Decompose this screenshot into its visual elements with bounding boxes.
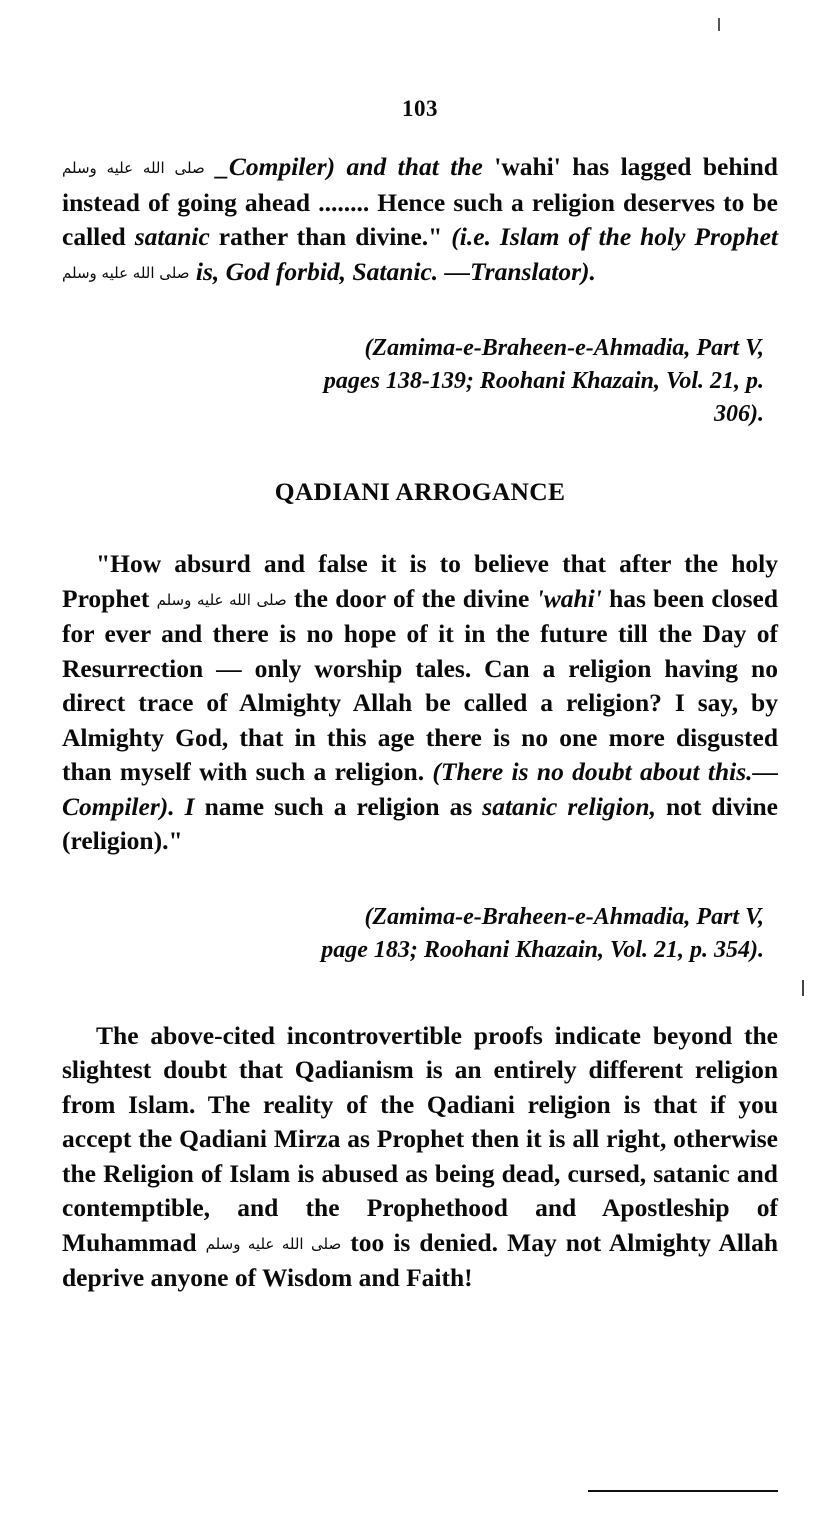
- quote-phrase-satanic-religion: satanic religion,: [482, 791, 656, 821]
- arabic-honorific-2: صلى الله عليه وسلم: [62, 263, 190, 282]
- arabic-honorific-3: صلى الله عليه وسلم: [156, 590, 287, 609]
- quote-text-4: name such a religion as: [194, 791, 483, 821]
- opening-translator-note-b: is, God forbid, Satanic. —Translator).: [189, 256, 596, 286]
- opening-word-satanic: satanic: [134, 222, 210, 251]
- citation-2-line-1: (Zamima-e-Braheen-e-Ahmadia, Part V,: [364, 903, 764, 930]
- opening-text-3: rather than divine.": [209, 222, 452, 251]
- quote-text-1: "How absurd and false it is to believe that after the holy Prophet: [62, 549, 778, 613]
- quote-word-wahi: 'wahi': [536, 583, 602, 613]
- footer-rule: [588, 1490, 778, 1492]
- page-edge-mark-right: [802, 980, 804, 996]
- opening-translator-note-a: (i.e. Islam of the holy Prophet: [451, 222, 778, 251]
- citation-2-line-2: page 183; Roohani Khazain, Vol. 21, p. 354).: [321, 936, 764, 963]
- opening-compiler-note: _Compiler) and that the: [216, 152, 495, 181]
- quote-text-5: not divine (religion).": [62, 791, 779, 855]
- citation-1-line-1: (Zamima-e-Braheen-e-Ahmadia, Part V,: [364, 335, 764, 361]
- opening-text-1: 'wahi': [494, 152, 561, 181]
- opening-text-2: has lagged behind instead of going ahead ........ Hence such a religion deserves to be called: [62, 152, 778, 251]
- citation-1-line-2: pages 138-139; Roohani Khazain, Vol. 21, p.: [323, 368, 764, 394]
- quote-text-2: the door of the divine: [286, 583, 537, 613]
- paragraph-closing: [62, 1019, 778, 1296]
- quote-text-3: has been closed for ever and there is no hope of it in the future till the Day of Resurrection — only worship tales. Can a religion having no direct trace of Almighty Allah be called a religion? I say, by Almighty God, that in this age there is no one more disgusted than myself with such a religion.: [62, 583, 778, 786]
- citation-block-1: [62, 332, 764, 431]
- page-content: [62, 150, 778, 1296]
- section-heading: QADIANI ARROGANCE: [274, 477, 566, 506]
- page-edge-mark-top: [718, 18, 720, 31]
- paragraph-opening: [62, 150, 778, 290]
- closing-text-2: too is denied. May not Almighty Allah deprive anyone of Wisdom and Faith!: [62, 1227, 778, 1292]
- arabic-honorific-1: صلى الله عليه وسلم: [62, 159, 205, 177]
- citation-1-line-3: 306).: [714, 401, 764, 427]
- citation-block-2: [62, 901, 764, 967]
- closing-text-1: The above-cited incontrovertible proofs indicate beyond the slightest doubt that Qadianism is an entirely different religion from Islam. The reality of the Qadiani religion is that if you accept the Qadiani Mirza as Prophet then it is all right, otherwise the Religion of Islam is abused as being dead, cursed, satanic and contemptible, and the Prophethood and Apostleship of Muhammad: [62, 1020, 778, 1257]
- arabic-honorific-4: صلى الله عليه وسلم: [205, 1234, 342, 1253]
- quote-compiler-note: (There is no doubt about this.— Compiler). I: [62, 757, 779, 821]
- paragraph-quote: [62, 547, 778, 859]
- page-number: 103: [402, 96, 438, 121]
